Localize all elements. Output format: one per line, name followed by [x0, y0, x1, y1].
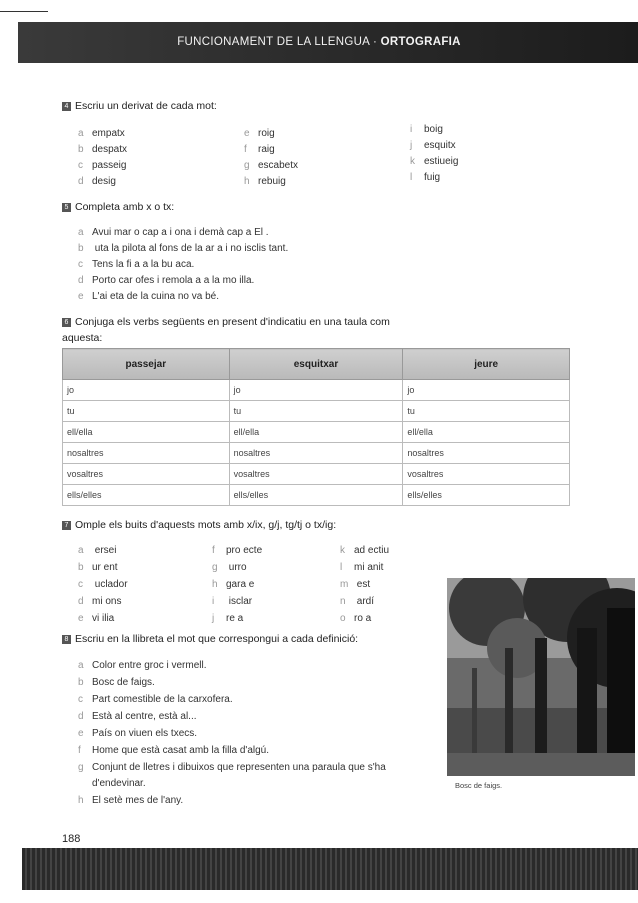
list-item: b despatx [78, 144, 128, 155]
list-item: a Color entre groc i vermell. [78, 660, 207, 671]
table-cell: ells/elles [403, 485, 570, 506]
column-header: esquitxar [229, 349, 403, 380]
table-cell: ell/ella [229, 422, 403, 443]
table-cell: vosaltres [229, 464, 403, 485]
list-item: f raig [244, 144, 275, 155]
table-cell: nosaltres [403, 443, 570, 464]
table-cell: tu [403, 401, 570, 422]
list-item: i boig [410, 124, 443, 135]
table-cell: ells/elles [229, 485, 403, 506]
list-item: b ur ent [78, 562, 118, 573]
list-item: e País on viuen els txecs. [78, 728, 198, 739]
list-item: h rebuig [244, 176, 286, 187]
list-item: g urro [212, 562, 247, 573]
list-item: o ro a [340, 613, 372, 624]
list-item: n ardí [340, 596, 375, 607]
exercise-5-instruction: 5 Completa amb x o tx: [62, 201, 174, 213]
table-cell: nosaltres [63, 443, 230, 464]
table-row [63, 485, 570, 506]
list-item: m est [340, 579, 371, 590]
list-item: a empatx [78, 128, 125, 139]
list-item: j esquitx [410, 140, 456, 151]
table-cell: jo [403, 380, 570, 401]
list-item: d mi ons [78, 596, 122, 607]
exercise-6-instruction: 6 Conjuga els verbs següents en present d'indicatiu en una taula com [62, 316, 390, 328]
list-item: b uta la pilota al fons de la ar a i no isclis tant. [78, 243, 289, 254]
list-item: g Conjunt de lletres i dibuixos que representen una paraula que s'ha [78, 762, 386, 773]
list-item: i isclar [212, 596, 253, 607]
list-item: l mi anit [340, 562, 384, 573]
list-item: c uclador [78, 579, 128, 590]
table-cell: jo [229, 380, 403, 401]
table-row [63, 422, 570, 443]
list-item: k estiueig [410, 156, 459, 167]
table-cell: ell/ella [63, 422, 230, 443]
exercise-8-instruction: 8 Escriu en la llibreta el mot que correspongui a cada definició: [62, 633, 358, 645]
list-item: a ersei [78, 545, 117, 556]
table-row [63, 380, 570, 401]
table-cell: vosaltres [403, 464, 570, 485]
table-cell: tu [229, 401, 403, 422]
top-rule [0, 11, 48, 12]
conjugation-table [62, 348, 570, 506]
list-item: f Home que està casat amb la filla d'algú. [78, 745, 270, 756]
list-item: l fuig [410, 172, 441, 183]
list-item: h gara e [212, 579, 255, 590]
list-item: f pro ecte [212, 545, 263, 556]
beech-forest-photo [447, 578, 635, 776]
page-number: 188 [62, 833, 81, 845]
list-item: e vi ilia [78, 613, 115, 624]
list-item: j re a [212, 613, 244, 624]
table-cell: vosaltres [63, 464, 230, 485]
table-row [63, 464, 570, 485]
list-item: b Bosc de faigs. [78, 677, 155, 688]
list-item: c Tens la fi a a la bu aca. [78, 259, 195, 270]
photo-caption: Bosc de faigs. [455, 781, 503, 790]
table-cell: ell/ella [403, 422, 570, 443]
list-item: k ad ectiu [340, 545, 390, 556]
exercise-7-instruction: 7 Omple els buits d'aquests mots amb x/ix, g/j, tg/tj o tx/ig: [62, 519, 336, 531]
list-item: c Part comestible de la carxofera. [78, 694, 233, 705]
exercise-4-instruction: 4 Escriu un derivat de cada mot: [62, 100, 217, 112]
column-header: jeure [403, 349, 570, 380]
section-header: FUNCIONAMENT DE LA LLENGUA · ORTOGRAFIA [177, 36, 461, 48]
list-item: g escabetx [244, 160, 299, 171]
list-item: a Avui mar o cap a i ona i demà cap a El . [78, 227, 269, 238]
list-item: e L'ai eta de la cuina no va bé. [78, 291, 220, 302]
exercise-6-instruction-cont: aquesta: [62, 332, 103, 344]
table-header-row [63, 349, 570, 380]
list-item: h El setè mes de l'any. [78, 795, 184, 806]
table-cell: nosaltres [229, 443, 403, 464]
list-item: e roig [244, 128, 275, 139]
list-item: d Porto car ofes i remola a a la mo illa. [78, 275, 255, 286]
list-item: c passeig [78, 160, 127, 171]
list-item-continuation: d'endevinar. [92, 778, 146, 789]
table-row [63, 443, 570, 464]
table-cell: ells/elles [63, 485, 230, 506]
list-item: d Està al centre, està al... [78, 711, 197, 722]
list-item: d desig [78, 176, 116, 187]
table-row [63, 401, 570, 422]
footer-band [22, 848, 638, 890]
column-header: passejar [63, 349, 230, 380]
table-cell: tu [63, 401, 230, 422]
table-cell: jo [63, 380, 230, 401]
